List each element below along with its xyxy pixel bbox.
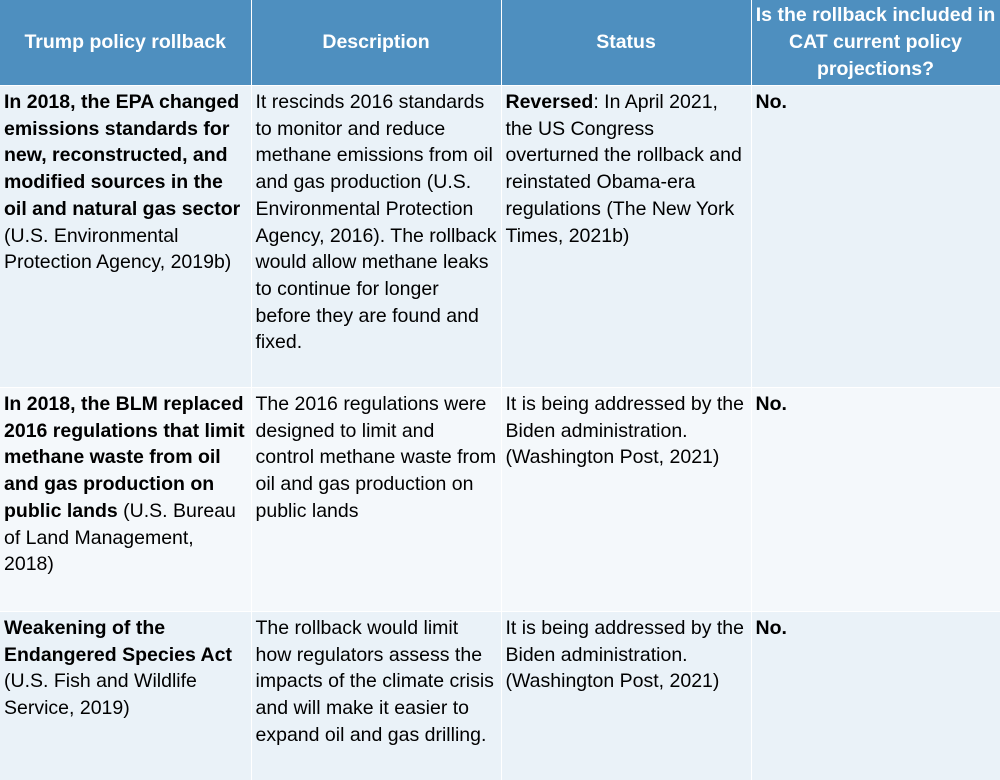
header-included: Is the rollback included in CAT current policy projections? [751,0,1000,86]
included-value: No. [755,393,787,415]
rollback-source: (U.S. Fish and Wildlife Service, 2019) [4,670,197,720]
table-row [0,86,1000,388]
header-description: Description [251,0,501,86]
status-text: : In April 2021, the US Congress overturned the rollback and reinstated Obama-era regulations (The New York Times, 2021b) [505,91,742,247]
rollback-source: (U.S. Environmental Protection Agency, 2019b) [4,224,232,274]
rollback-cell [0,612,251,780]
status-cell: It is being addressed by the Biden administration. (Washington Post, 2021) [501,388,751,612]
description-cell: The rollback would limit how regulators assess the impacts of the climate crisis and will make it easier to expand oil and gas drilling. [251,612,501,780]
table-row [0,388,1000,612]
rollback-cell [0,86,251,388]
included-cell [751,86,1000,388]
rollback-title: In 2018, the BLM replaced 2016 regulations that limit methane waste from oil and gas production on public lands [4,393,245,522]
description-cell: The 2016 regulations were designed to limit and control methane waste from oil and gas production on public lands [251,388,501,612]
status-cell: It is being addressed by the Biden administration. (Washington Post, 2021) [501,612,751,780]
rollback-source: (U.S. Bureau of Land Management, 2018) [4,499,236,576]
rollback-title: In 2018, the EPA changed emissions standards for new, reconstructed, and modified sources in the oil and natural gas sector [4,91,241,220]
table-header-row [0,0,1000,86]
included-cell [751,388,1000,612]
included-value: No. [755,91,787,113]
rollback-title: Weakening of the Endangered Species Act [4,617,232,666]
included-cell [751,612,1000,780]
included-value: No. [755,617,787,639]
header-rollback: Trump policy rollback [0,0,251,86]
rollback-cell [0,388,251,612]
header-status: Status [501,0,751,86]
status-cell [501,86,751,388]
description-cell: It rescinds 2016 standards to monitor and reduce methane emissions from oil and gas production (U.S. Environmental Protection Agency, 2016). The rollback would allow methane leaks to continue for longer before they are found and fixed. [251,86,501,388]
status-label: Reversed [505,91,594,113]
table-row [0,612,1000,780]
